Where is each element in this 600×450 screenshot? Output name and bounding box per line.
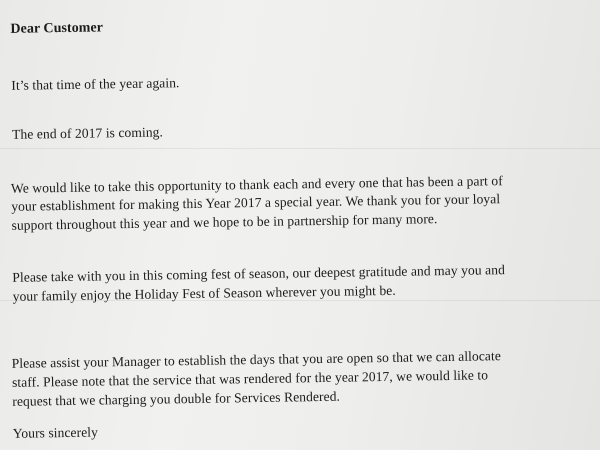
paragraph-billing-line: request that we charging you double for Services Rendered.: [12, 388, 341, 409]
letter-closing: Yours sincerely: [12, 424, 99, 441]
paragraph-season-line: your family enjoy the Holiday Fest of Season wherever you might be.: [12, 282, 396, 304]
paragraph-thanks-line: We would like to take this opportunity to thank each and every one that has been a part of: [10, 173, 503, 196]
paragraph-season-line: Please take with you in this coming fest of season, our deepest gratitude and may you and: [12, 262, 505, 285]
letter-greeting: Dear Customer: [10, 20, 104, 37]
paragraph-billing-line: staff. Please note that the service that was rendered for the year 2017, we would like to: [11, 367, 489, 390]
letter-line-year-end: The end of 2017 is coming.: [11, 124, 164, 142]
letter-line-intro: It’s that time of the year again.: [11, 75, 180, 93]
paragraph-thanks-line: your establishment for making this Year 2017 a special year. We thank you for your loyal: [11, 191, 501, 214]
paragraph-thanks-line: support throughout this year and we hope to be in partnership for many more.: [11, 211, 438, 233]
paragraph-billing-line: Please assist your Manager to establish the days that you are open so that we can allocate: [11, 348, 501, 371]
